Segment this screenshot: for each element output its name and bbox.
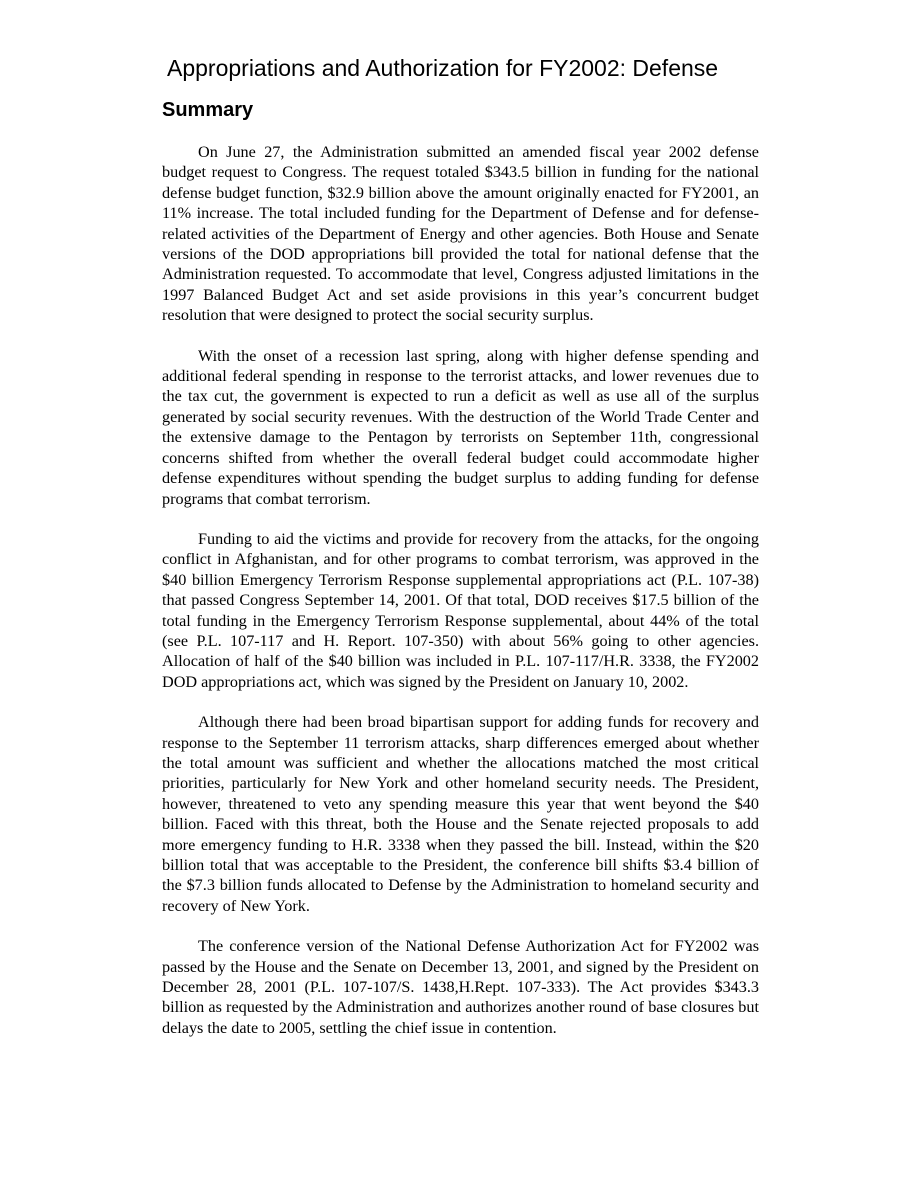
document-title: Appropriations and Authorization for FY2002: Defense — [167, 55, 719, 81]
section-heading-summary: Summary — [162, 99, 254, 121]
paragraph-emergency-funding: Funding to aid the victims and provide for recovery from the attacks, for the ongoing conflict in Afghanistan, and for other programs to combat terrorism, was approved in the $40 billion Emergency Terrorism Response supplemental appropriations act (P.L. 107-38) that passed Congress September 14, 2001. Of that total, DOD receives $17.5 billion of the total funding in the Emergency Terrorism Response supplemental, about 44% of the total (see P.L. 107-117 and H. Report. 107-350) with about 56% going to other agencies. Allocation of half of the $40 billion was included in P.L. 107-117/H.R. 3338, the FY2002 DOD appropriations act, which was signed by the President on January 10, 2002. — [162, 529, 759, 691]
paragraph-recession-deficit: With the onset of a recession last spring, along with higher defense spending and additional federal spending in response to the terrorist attacks, and lower revenues due to the tax cut, the government is expected to run a deficit as well as use all of the surplus generated by social security revenues. With the destruction of the World Trade Center and the extensive damage to the Pentagon by terrorists on September 11th, congressional concerns shifted from whether the overall federal budget could accommodate higher defense expenditures without spending the budget surplus to adding funding for defense programs that combat terrorism. — [162, 346, 759, 508]
document-page — [162, 52, 759, 1058]
paragraph-budget-request: On June 27, the Administration submitted an amended fiscal year 2002 defense budget request to Congress. The request totaled $343.5 billion in funding for the national defense budget function, $32.9 billion above the amount originally enacted for FY2001, an 11% increase. The total included funding for the Department of Defense and for defense-related activities of the Department of Energy and other agencies. Both House and Senate versions of the DOD appropriations bill provided the total for national defense that the Administration requested. To accommodate that level, Congress adjusted limitations in the 1997 Balanced Budget Act and set aside provisions in this year’s concurrent budget resolution that were designed to protect the social security surplus. — [162, 143, 759, 325]
paragraph-bipartisan-support: Although there had been broad bipartisan support for adding funds for recovery and response to the September 11 terrorism attacks, sharp differences emerged about whether the total amount was sufficient and whether the allocations matched the most critical priorities, particularly for New York and other homeland security needs. The President, however, threatened to veto any spending measure this year that went beyond the $40 billion. Faced with this threat, both the House and the Senate rejected proposals to add more emergency funding to H.R. 3338 when they passed the bill. Instead, within the $20 billion total that was acceptable to the President, the conference bill shifts $3.4 billion of the $7.3 billion funds allocated to Defense by the Administration to homeland security and recovery of New York. — [162, 713, 759, 915]
paragraph-authorization-act: The conference version of the National Defense Authorization Act for FY2002 was passed by the House and the Senate on December 13, 2001, and signed by the President on December 28, 2001 (P.L. 107-107/S. 1438,H.Rept. 107-333). The Act provides $343.3 billion as requested by the Administration and authorizes another round of base closures but delays the date to 2005, settling the chief issue in contention. — [162, 937, 759, 1037]
